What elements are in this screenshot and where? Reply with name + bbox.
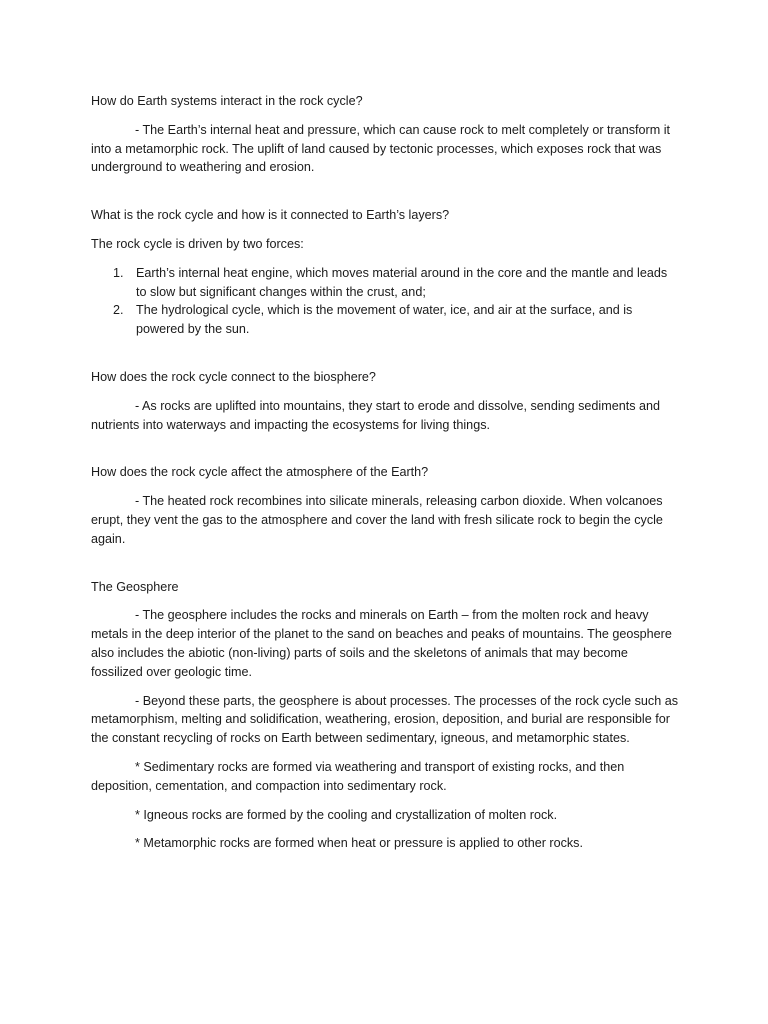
list-item — [91, 301, 681, 339]
question-biosphere-heading: How does the rock cycle connect to the biosphere? — [91, 369, 376, 384]
geosphere-paragraph-2: - Beyond these parts, the geosphere is about processes. The processes of the rock cycle such as metamorphism, melting and solidification, weathering, erosion, deposition, and burial are responsible for the constant recycling of rocks on Earth between sedimentary, igneous, and metamorphic states. — [91, 693, 678, 746]
sedimentary-rocks-bullet: * Sedimentary rocks are formed via weathering and transport of existing rocks, and then deposition, cementation, and compaction into sedimentary rock. — [91, 759, 625, 793]
answer-earth-systems-paragraph: - The Earth’s internal heat and pressure, which can cause rock to melt completely or transform it into a metamorphic rock. The uplift of land caused by tectonic processes, which exposes rock that was underground to weathering and erosion. — [91, 122, 671, 175]
geosphere-heading: The Geosphere — [91, 579, 179, 594]
spacer — [91, 187, 681, 206]
answer-atmosphere-paragraph: - The heated rock recombines into silicate minerals, releasing carbon dioxide. When volcanoes erupt, they vent the gas to the atmosphere and cover the land with fresh silicate rock to begin the cycle again. — [91, 494, 663, 546]
answer-biosphere-paragraph: - As rocks are uplifted into mountains, they start to erode and dissolve, sending sediments and nutrients into waterways and impacting the ecosystems for living things. — [91, 398, 661, 432]
list-item-text: Earth’s internal heat engine, which moves material around in the core and the mantle and leads to slow but significant changes within the crust, and; — [136, 265, 668, 299]
question-rock-cycle-layers-heading: What is the rock cycle and how is it connected to Earth’s layers? — [91, 208, 450, 223]
spacer — [91, 559, 681, 578]
rock-cycle-forces-intro: The rock cycle is driven by two forces: — [91, 236, 304, 251]
list-item — [91, 264, 681, 302]
igneous-rocks-bullet: * Igneous rocks are formed by the cooling and crystallization of molten rock. — [135, 807, 558, 822]
list-item-number: 2. — [113, 303, 124, 318]
document-page — [91, 92, 681, 863]
spacer — [91, 349, 681, 368]
list-item-text: The hydrological cycle, which is the movement of water, ice, and air at the surface, and is powered by the sun. — [136, 303, 633, 337]
forces-list — [91, 264, 681, 339]
question-atmosphere-heading: How does the rock cycle affect the atmosphere of the Earth? — [91, 465, 429, 480]
spacer — [91, 444, 681, 463]
list-item-number: 1. — [113, 265, 124, 280]
metamorphic-rocks-bullet: * Metamorphic rocks are formed when heat or pressure is applied to other rocks. — [135, 836, 583, 851]
question-earth-systems-heading: How do Earth systems interact in the rock cycle? — [91, 94, 363, 108]
geosphere-paragraph-1: - The geosphere includes the rocks and minerals on Earth – from the molten rock and heavy metals in the deep interior of the planet to the sand on beaches and peaks of mountains. The geosphere also includes the abiotic (non-living) parts of soils and the skeletons of animals that may become fossilized over geologic time. — [91, 608, 672, 679]
